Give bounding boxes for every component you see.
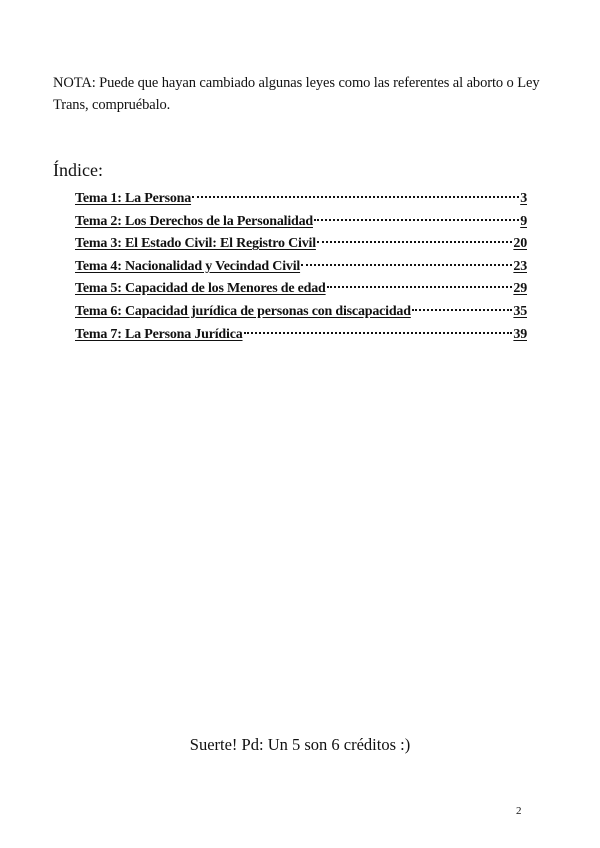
toc-entry-page: 29 [513, 281, 527, 297]
toc-dot-leader [301, 263, 512, 266]
toc-entry-tema-2[interactable] [75, 214, 527, 237]
toc-entry-page: 39 [513, 326, 527, 342]
toc-entry-page: 23 [513, 258, 527, 274]
toc-dot-leader [244, 331, 513, 334]
toc-entry-page: 9 [520, 213, 527, 229]
note-paragraph: NOTA: Puede que hayan cambiado algunas leyes como las referentes al aborto o Ley Trans, compruébalo. [53, 75, 540, 113]
toc-entry-tema-1[interactable] [75, 191, 527, 214]
toc-entry-title: Tema 7: La Persona Jurídica [75, 326, 243, 342]
toc-entry-title: Tema 5: Capacidad de los Menores de edad [75, 281, 326, 297]
toc-entry-title: Tema 2: Los Derechos de la Personalidad [75, 213, 313, 229]
toc-entry-page: 35 [513, 303, 527, 319]
toc-entry-tema-4[interactable] [75, 259, 527, 282]
toc-dot-leader [327, 285, 513, 288]
toc-entry-title: Tema 1: La Persona [75, 191, 192, 206]
table-of-contents [75, 191, 527, 349]
toc-entry-title: Tema 4: Nacionalidad y Vecindad Civil [75, 258, 301, 274]
toc-entry-title: Tema 3: El Estado Civil: El Registro Civil [75, 236, 316, 252]
toc-entry-tema-5[interactable] [75, 281, 527, 304]
toc-entry-tema-6[interactable] [75, 304, 527, 327]
toc-entry-page: 20 [513, 236, 527, 252]
toc-entry-tema-7[interactable] [75, 327, 527, 350]
toc-dot-leader [412, 308, 513, 311]
toc-heading: Índice: [53, 160, 103, 180]
page-number: 2 [516, 805, 522, 817]
toc-entry-page: 3 [520, 191, 527, 206]
toc-dot-leader [314, 218, 519, 221]
toc-entry-title: Tema 6: Capacidad jurídica de personas con discapacidad [75, 303, 411, 319]
toc-dot-leader [192, 195, 519, 198]
farewell-message: Suerte! Pd: Un 5 son 6 créditos :) [189, 735, 411, 754]
toc-dot-leader [317, 240, 513, 243]
toc-entry-tema-3[interactable] [75, 236, 527, 259]
